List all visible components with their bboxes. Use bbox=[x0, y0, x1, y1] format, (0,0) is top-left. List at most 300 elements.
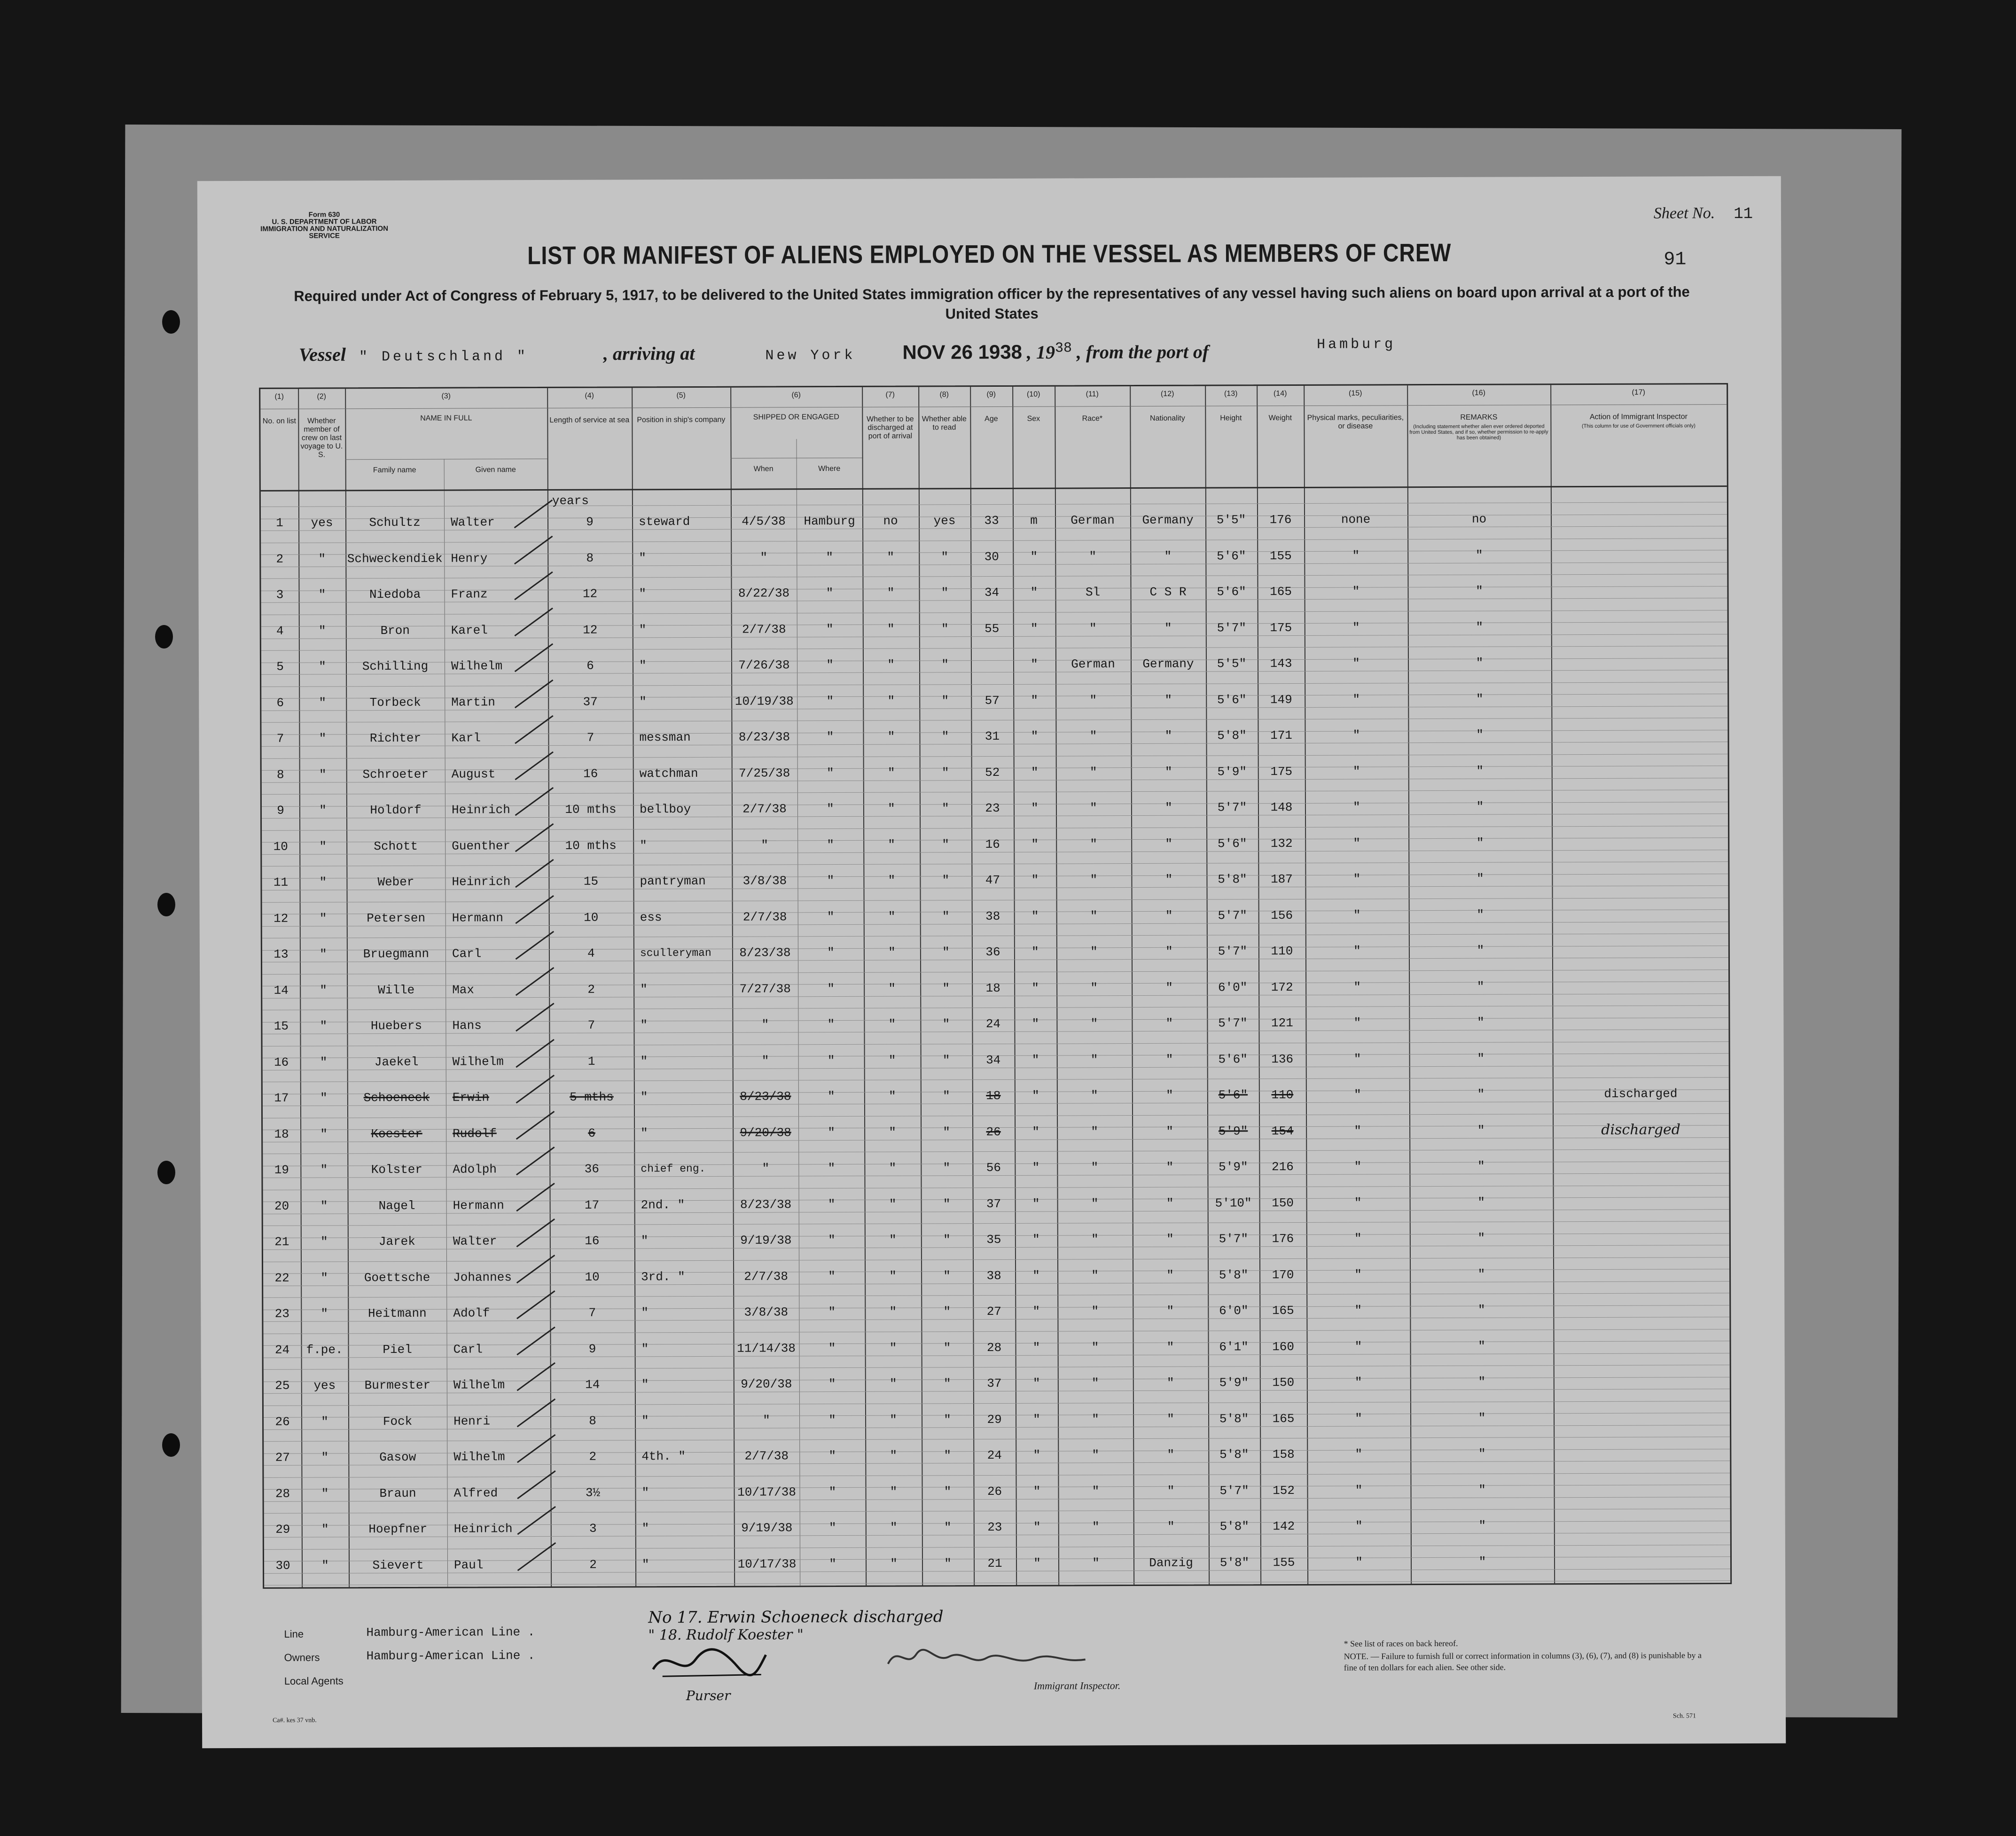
remarks: " bbox=[1476, 836, 1484, 850]
nationality: " bbox=[1166, 1088, 1173, 1102]
row-number: 17 bbox=[274, 1091, 289, 1105]
remarks: " bbox=[1477, 1231, 1485, 1245]
sheet-number-value: 11 bbox=[1734, 205, 1753, 224]
column-header-note: (Including statement whether alien ever ordered deported from United States, and if so, whether permission to re-apply has been obtained) bbox=[1409, 423, 1548, 441]
discharged: " bbox=[887, 766, 895, 780]
weight: 121 bbox=[1271, 1016, 1293, 1031]
height: 5'8" bbox=[1219, 1411, 1249, 1426]
race: " bbox=[1089, 765, 1097, 779]
discharged: " bbox=[887, 550, 895, 564]
weight: 187 bbox=[1270, 872, 1293, 887]
shipped-where: " bbox=[828, 1377, 836, 1391]
sex: " bbox=[1031, 981, 1039, 995]
height: 5'6" bbox=[1217, 836, 1247, 851]
column-header: Position in ship's company bbox=[637, 415, 726, 424]
table-row bbox=[262, 835, 1728, 875]
shipped-when: 10/19/38 bbox=[735, 694, 794, 709]
given-name: Rudolf bbox=[453, 1126, 497, 1141]
physical-marks: " bbox=[1354, 1159, 1362, 1174]
table-row bbox=[263, 1230, 1729, 1271]
shipped-when: 2/7/38 bbox=[742, 802, 787, 816]
age: 56 bbox=[986, 1160, 1001, 1175]
shipped-where: " bbox=[828, 1305, 836, 1320]
given-name: Wilhelm bbox=[451, 659, 503, 673]
race: " bbox=[1091, 1304, 1099, 1319]
family-name: Wille bbox=[378, 983, 415, 997]
race: " bbox=[1091, 1268, 1099, 1282]
column-header: Nationality bbox=[1149, 414, 1185, 422]
family-name: Fock bbox=[383, 1414, 413, 1429]
physical-marks: " bbox=[1353, 1016, 1361, 1030]
ruled-line bbox=[261, 502, 1727, 507]
column-number: (2) bbox=[317, 392, 327, 401]
race: " bbox=[1092, 1520, 1100, 1534]
height: 5'7" bbox=[1217, 620, 1247, 635]
weight: 150 bbox=[1272, 1195, 1294, 1210]
given-name: Karl bbox=[451, 731, 481, 745]
able-to-read: " bbox=[942, 801, 949, 816]
service-length: 5 mths bbox=[570, 1090, 614, 1104]
age: 52 bbox=[985, 765, 1000, 780]
row-number: 15 bbox=[273, 1019, 289, 1033]
given-name: Wilhelm bbox=[452, 1054, 504, 1069]
position: " bbox=[639, 694, 647, 709]
shipped-when: 9/20/38 bbox=[741, 1377, 792, 1391]
height: 5'8" bbox=[1219, 1267, 1249, 1282]
height: 5'8" bbox=[1217, 728, 1247, 743]
service-length: 16 bbox=[583, 766, 598, 781]
discharged: " bbox=[889, 1341, 897, 1355]
position: " bbox=[641, 1341, 649, 1356]
column-number: (7) bbox=[885, 391, 895, 399]
shipped-where: " bbox=[828, 1449, 836, 1463]
race: " bbox=[1090, 873, 1098, 887]
sex: " bbox=[1032, 1268, 1040, 1283]
given-name: Hans bbox=[452, 1018, 482, 1033]
column-header: Physical marks, peculiarities, or disease bbox=[1307, 414, 1404, 430]
row-number: 21 bbox=[274, 1234, 289, 1249]
nationality: " bbox=[1166, 1196, 1174, 1211]
shipped-when: 9/20/38 bbox=[740, 1125, 791, 1140]
shipped-when: 4/5/38 bbox=[742, 514, 786, 529]
height: 5'9" bbox=[1219, 1375, 1249, 1390]
remarks: " bbox=[1477, 1303, 1485, 1317]
height: 5'7" bbox=[1218, 944, 1248, 959]
remarks: " bbox=[1475, 548, 1483, 563]
nationality: " bbox=[1165, 872, 1173, 887]
department-name: U. S. DEPARTMENT OF LABOR bbox=[272, 218, 377, 226]
height: 5'6" bbox=[1217, 548, 1246, 563]
previous-voyage: " bbox=[321, 1522, 329, 1537]
family-name: Nagel bbox=[378, 1198, 415, 1213]
position: ess bbox=[640, 910, 662, 924]
remarks: " bbox=[1477, 1051, 1485, 1066]
family-name: Holdorf bbox=[370, 803, 422, 818]
line-value: Hamburg-American Line . bbox=[366, 1625, 535, 1640]
row-number: 26 bbox=[275, 1414, 290, 1429]
column-number: (14) bbox=[1273, 390, 1287, 398]
nationality: " bbox=[1164, 728, 1172, 743]
physical-marks: " bbox=[1354, 1087, 1361, 1102]
physical-marks: " bbox=[1352, 728, 1360, 742]
table-row bbox=[263, 1123, 1729, 1163]
sex: " bbox=[1033, 1448, 1041, 1462]
shipped-where: " bbox=[827, 945, 835, 960]
age: 31 bbox=[985, 729, 1000, 744]
previous-voyage: " bbox=[319, 875, 327, 890]
discharged: " bbox=[888, 945, 896, 960]
column-header: Length of service at sea bbox=[549, 416, 630, 424]
age: 26 bbox=[987, 1484, 1002, 1499]
age: 24 bbox=[985, 1016, 1001, 1031]
race: " bbox=[1092, 1448, 1100, 1462]
column-number: (16) bbox=[1472, 389, 1485, 397]
height: 5'8" bbox=[1218, 872, 1247, 887]
nationality: " bbox=[1166, 1124, 1173, 1139]
vessel-line bbox=[298, 336, 1396, 366]
discharged: " bbox=[890, 1448, 898, 1463]
physical-marks: " bbox=[1355, 1555, 1363, 1570]
discharged: " bbox=[887, 729, 895, 744]
age: 33 bbox=[984, 513, 999, 528]
sex: " bbox=[1030, 621, 1038, 636]
weight: 172 bbox=[1271, 980, 1293, 994]
nationality: " bbox=[1165, 908, 1173, 923]
family-name: Schoeneck bbox=[363, 1090, 430, 1105]
remarks: " bbox=[1476, 764, 1484, 778]
given-name: Hermann bbox=[453, 1198, 504, 1213]
height: 5'8" bbox=[1219, 1447, 1249, 1462]
weight: 143 bbox=[1270, 656, 1292, 671]
position: " bbox=[641, 1521, 649, 1536]
family-name: Torbeck bbox=[369, 695, 421, 710]
age: 36 bbox=[985, 945, 1000, 960]
previous-voyage: " bbox=[320, 1234, 328, 1249]
previous-voyage: " bbox=[320, 1019, 328, 1033]
remarks: " bbox=[1476, 727, 1484, 742]
discharged: " bbox=[888, 909, 896, 924]
row-number: 5 bbox=[276, 659, 284, 674]
column-header: Sex bbox=[1027, 414, 1040, 423]
previous-voyage: " bbox=[318, 623, 326, 638]
nationality: " bbox=[1165, 980, 1173, 995]
family-name: Burmester bbox=[364, 1378, 431, 1393]
position: " bbox=[641, 1305, 649, 1320]
inspector-action: discharged bbox=[1604, 1086, 1678, 1101]
nationality: " bbox=[1167, 1412, 1174, 1426]
shipped-when: 8/22/38 bbox=[738, 586, 790, 601]
family-name: Kolster bbox=[371, 1162, 423, 1177]
table-row bbox=[261, 619, 1727, 660]
position: " bbox=[641, 1125, 648, 1140]
sex: " bbox=[1033, 1556, 1041, 1570]
position: sculleryman bbox=[640, 946, 711, 960]
race: " bbox=[1091, 1340, 1099, 1354]
page-title: LIST OR MANIFEST OF ALIENS EMPLOYED ON THE VESSEL AS MEMBERS OF CREW bbox=[527, 238, 1452, 270]
column-number: (4) bbox=[585, 391, 594, 400]
weight: 165 bbox=[1272, 1303, 1294, 1318]
position: " bbox=[639, 658, 647, 673]
family-name: Sievert bbox=[372, 1558, 424, 1572]
given-name: Heinrich bbox=[451, 803, 510, 817]
sex: " bbox=[1031, 1053, 1039, 1067]
service-length: 15 bbox=[583, 874, 599, 889]
shipped-where: " bbox=[828, 1089, 835, 1104]
table-row bbox=[261, 583, 1727, 624]
sex: " bbox=[1030, 585, 1038, 600]
discharged: " bbox=[889, 1161, 897, 1175]
able-to-read: " bbox=[943, 1305, 951, 1319]
vessel-label: Vessel bbox=[298, 344, 346, 365]
column-number: (6) bbox=[791, 391, 801, 399]
nationality: " bbox=[1167, 1519, 1175, 1534]
height: 5'7" bbox=[1218, 908, 1247, 922]
given-name: Paul bbox=[453, 1557, 484, 1572]
remarks: " bbox=[1477, 1267, 1485, 1281]
column-header: Age bbox=[985, 414, 998, 423]
sex: " bbox=[1032, 1232, 1040, 1247]
weight: 176 bbox=[1269, 512, 1292, 527]
discharged: " bbox=[889, 1197, 897, 1211]
family-name: Koester bbox=[371, 1126, 422, 1141]
row-number: 18 bbox=[274, 1127, 289, 1141]
given-name: Henry bbox=[451, 551, 488, 566]
discharged: " bbox=[889, 1269, 897, 1283]
row-number: 27 bbox=[275, 1450, 290, 1465]
shipped-where: " bbox=[826, 694, 834, 708]
physical-marks: " bbox=[1354, 1375, 1362, 1390]
row-number: 3 bbox=[276, 587, 284, 602]
able-to-read: " bbox=[943, 1125, 950, 1139]
nationality: " bbox=[1166, 1340, 1174, 1354]
discharged: " bbox=[889, 1089, 896, 1103]
height: 5'6" bbox=[1218, 1088, 1248, 1102]
remarks: " bbox=[1477, 979, 1485, 994]
bottom-right-code: Sch. 571 bbox=[1673, 1712, 1696, 1720]
column-number: (8) bbox=[939, 391, 949, 399]
position: " bbox=[639, 550, 646, 565]
service-length: 16 bbox=[585, 1234, 600, 1248]
age: 34 bbox=[984, 585, 1000, 600]
table-row bbox=[262, 871, 1728, 911]
physical-marks: " bbox=[1353, 908, 1361, 922]
position: " bbox=[640, 838, 647, 852]
service-length: 2 bbox=[587, 982, 595, 997]
remarks: " bbox=[1477, 1195, 1485, 1210]
age: 57 bbox=[985, 693, 1000, 708]
form-number: Form 630 bbox=[308, 211, 340, 219]
service-length: 12 bbox=[582, 586, 598, 601]
shipped-when: 7/26/38 bbox=[738, 658, 790, 672]
able-to-read: " bbox=[944, 1484, 952, 1499]
given-name: August bbox=[451, 766, 496, 781]
column-header: Weight bbox=[1268, 414, 1292, 422]
able-to-read: " bbox=[943, 1268, 951, 1283]
family-name: Hoepfner bbox=[368, 1522, 428, 1537]
shipped-where: " bbox=[828, 1269, 836, 1283]
discharged: " bbox=[889, 1125, 896, 1140]
stamped-number: 91 bbox=[1664, 249, 1687, 271]
physical-marks: " bbox=[1353, 872, 1361, 886]
physical-marks: " bbox=[1352, 548, 1360, 563]
given-name: Heinrich bbox=[453, 1522, 513, 1536]
discharged: " bbox=[890, 1484, 898, 1499]
position: watchman bbox=[639, 766, 698, 781]
page-subtitle: Required under Act of Congress of February 5, 1917, to be delivered to the United States immigration officer by the representatives of any vessel having such aliens on board upon arrival at a port of the United States bbox=[294, 283, 1690, 322]
height: 5'8" bbox=[1219, 1555, 1250, 1570]
weight: 175 bbox=[1270, 764, 1293, 779]
physical-marks: " bbox=[1354, 1339, 1362, 1354]
discharged: " bbox=[889, 1233, 897, 1247]
shipped-where: " bbox=[826, 766, 834, 780]
column-header: No. on list bbox=[262, 417, 296, 425]
table-row bbox=[262, 799, 1728, 839]
column-header: REMARKS bbox=[1460, 413, 1498, 422]
discharged: " bbox=[888, 801, 895, 816]
shipped-when: 8/23/38 bbox=[739, 945, 791, 960]
column-header: Whether member of crew on last voyage to U. S. bbox=[300, 417, 343, 459]
row-number: 11 bbox=[273, 875, 289, 890]
given-name: Erwin bbox=[452, 1090, 489, 1105]
discharged: " bbox=[887, 622, 895, 636]
column-header: Race* bbox=[1082, 414, 1103, 423]
shipped-where: " bbox=[827, 874, 835, 888]
shipped-where: " bbox=[828, 1125, 835, 1140]
shipped-when: 11/14/38 bbox=[737, 1341, 796, 1356]
inspector-label: Immigrant Inspector. bbox=[1033, 1680, 1121, 1692]
nationality: C S R bbox=[1149, 585, 1187, 599]
previous-voyage: " bbox=[318, 587, 326, 602]
able-to-read: " bbox=[943, 1233, 951, 1247]
row-number: 1 bbox=[276, 516, 283, 530]
service-length: 10 bbox=[584, 910, 599, 925]
column-number-rule bbox=[260, 404, 1727, 409]
year-prefix: , 19 bbox=[1026, 341, 1055, 363]
remarks: " bbox=[1478, 1411, 1486, 1425]
position: " bbox=[641, 1485, 649, 1500]
remarks: " bbox=[1477, 943, 1485, 958]
nationality: " bbox=[1164, 693, 1172, 707]
shipped-when: 7/27/38 bbox=[739, 981, 791, 996]
physical-marks: " bbox=[1354, 1267, 1362, 1282]
column-subheader: When bbox=[753, 465, 774, 473]
discharged: " bbox=[887, 694, 895, 708]
sex: " bbox=[1032, 1125, 1039, 1139]
previous-voyage: " bbox=[320, 1163, 328, 1177]
previous-voyage: " bbox=[319, 803, 327, 818]
previous-voyage: " bbox=[319, 659, 326, 674]
column-number: (13) bbox=[1224, 390, 1238, 398]
row-number: 22 bbox=[274, 1271, 289, 1285]
weight: 152 bbox=[1273, 1483, 1295, 1498]
race: " bbox=[1090, 801, 1097, 815]
sex: " bbox=[1031, 693, 1039, 708]
nationality: Danzig bbox=[1149, 1555, 1193, 1570]
physical-marks: " bbox=[1354, 1124, 1361, 1138]
shipped-when: " bbox=[763, 1413, 770, 1428]
shipped-where: " bbox=[827, 837, 835, 852]
column-header: Whether to be discharged at port of arrival bbox=[867, 415, 914, 440]
previous-voyage: " bbox=[320, 1270, 328, 1285]
race: " bbox=[1089, 549, 1097, 563]
subheader-rule bbox=[345, 459, 547, 460]
sex: " bbox=[1032, 1376, 1040, 1391]
position: " bbox=[640, 1090, 648, 1104]
physical-marks: " bbox=[1354, 1303, 1362, 1318]
owners-label: Owners bbox=[284, 1651, 320, 1664]
date-stamp: NOV 26 1938 bbox=[902, 341, 1023, 363]
age: 23 bbox=[987, 1520, 1002, 1535]
years-label: years bbox=[552, 493, 589, 508]
service-length: 6 bbox=[586, 658, 594, 673]
able-to-read: " bbox=[944, 1556, 952, 1570]
height: 5'9" bbox=[1217, 764, 1247, 779]
shipped-when: 10/17/38 bbox=[737, 1484, 796, 1500]
binder-hole bbox=[162, 310, 180, 334]
sex: " bbox=[1031, 801, 1039, 815]
column-number: (1) bbox=[274, 392, 284, 401]
shipped-when: 7/25/38 bbox=[739, 766, 790, 781]
race: " bbox=[1091, 1160, 1099, 1175]
purser-signature bbox=[649, 1641, 771, 1683]
sex: " bbox=[1031, 945, 1039, 959]
able-to-read: " bbox=[942, 981, 950, 995]
discharged: " bbox=[889, 1305, 897, 1319]
weight: 165 bbox=[1272, 1411, 1295, 1426]
weight: 155 bbox=[1269, 548, 1292, 563]
race: " bbox=[1090, 1016, 1098, 1031]
remarks: " bbox=[1476, 692, 1484, 706]
owners-value: Hamburg-American Line . bbox=[366, 1648, 535, 1664]
sex: " bbox=[1032, 1160, 1040, 1175]
height: 6'0" bbox=[1218, 980, 1248, 994]
previous-voyage: " bbox=[320, 983, 328, 997]
previous-voyage: " bbox=[320, 1126, 328, 1141]
given-name: Carl bbox=[452, 946, 482, 961]
remarks: " bbox=[1478, 1446, 1486, 1461]
previous-voyage: yes bbox=[313, 1378, 336, 1393]
shipped-when: 2/7/38 bbox=[742, 909, 787, 924]
table-row bbox=[264, 1374, 1730, 1414]
weight: 155 bbox=[1273, 1555, 1295, 1570]
discharged: " bbox=[890, 1413, 897, 1427]
given-name: Walter bbox=[453, 1234, 497, 1249]
shipped-where: " bbox=[828, 1161, 836, 1176]
column-header: NAME IN FULL bbox=[420, 414, 472, 422]
remarks: " bbox=[1478, 1375, 1486, 1389]
given-name: Wilhelm bbox=[453, 1450, 505, 1464]
nationality: " bbox=[1167, 1484, 1175, 1498]
previous-voyage: " bbox=[321, 1558, 329, 1572]
given-name: Guenther bbox=[452, 838, 511, 853]
service-length: 4 bbox=[587, 946, 595, 961]
able-to-read: " bbox=[943, 1089, 950, 1103]
service-length: 6 bbox=[588, 1126, 595, 1141]
table-row bbox=[261, 727, 1727, 767]
weight: 158 bbox=[1272, 1447, 1295, 1462]
binder-hole bbox=[157, 1161, 175, 1184]
shipped-where: " bbox=[828, 1413, 836, 1427]
race: " bbox=[1091, 1196, 1099, 1211]
race: " bbox=[1091, 1124, 1098, 1139]
line-label: Line bbox=[284, 1628, 304, 1640]
physical-marks: " bbox=[1352, 764, 1360, 779]
given-name: Martin bbox=[451, 695, 495, 710]
position: " bbox=[640, 1054, 648, 1068]
shipped-where: " bbox=[828, 1197, 836, 1211]
row-number: 29 bbox=[275, 1522, 290, 1537]
remarks: " bbox=[1477, 1123, 1485, 1138]
